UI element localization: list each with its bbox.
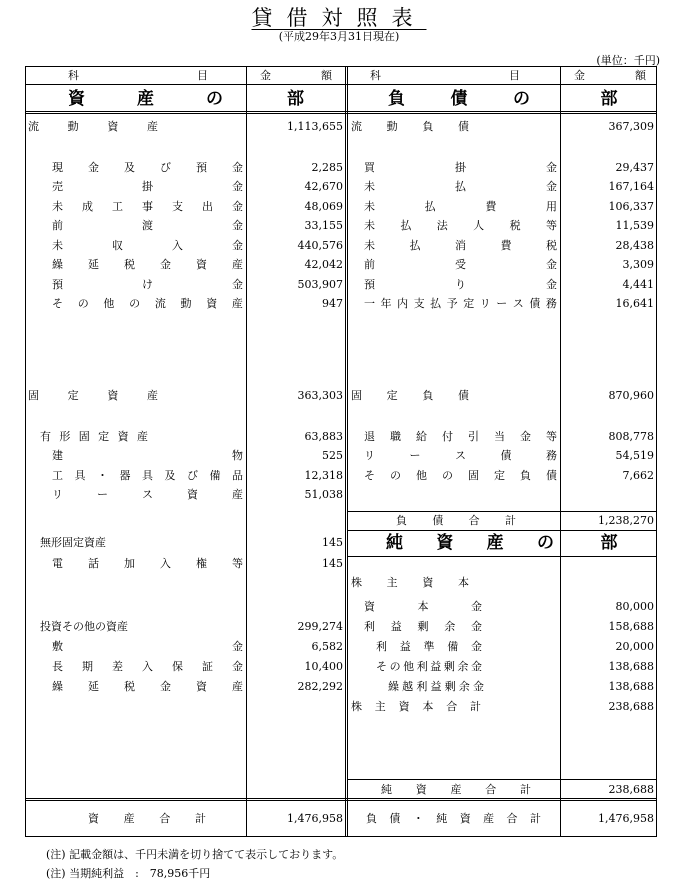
note-net-income: (注) 当期純利益 : 78,956千円 — [46, 867, 211, 880]
asset-value: 503,907 — [297, 278, 343, 291]
liability-label: 未 払 金 — [364, 180, 557, 193]
liability-label: 未 払 消 費 税 — [364, 239, 557, 252]
net-asset-value — [562, 573, 654, 593]
liability-value: 11,539 — [615, 219, 654, 232]
liability-value: 54,519 — [615, 449, 654, 462]
header-text: 科 — [68, 69, 79, 82]
liability-value: 106,337 — [608, 200, 654, 213]
asset-label: 無形固定資産 — [40, 536, 106, 549]
center-divider — [345, 67, 348, 836]
liability-label: リ ー ス 債 務 — [364, 449, 557, 462]
asset-label: 前 渡 金 — [52, 219, 243, 232]
asset-label: 未 収 入 金 — [52, 239, 243, 252]
liability-total-value: 1,238,270 — [598, 514, 654, 527]
divider — [348, 556, 656, 557]
liability-value: 167,164 — [608, 180, 654, 193]
asset-value: 145 — [322, 536, 343, 549]
net-asset-label: 利 益 準 備 金 — [376, 640, 482, 653]
asset-value: 299,274 — [297, 620, 343, 633]
document-title: 貸借対照表 — [251, 6, 427, 30]
asset-label: 工 具 ・ 器 具 及 び 備 品 — [52, 469, 243, 482]
asset-label: 現 金 及 び 預 金 — [52, 161, 243, 174]
liability-label: 退 職 給 付 引 当 金 等 — [364, 430, 557, 443]
section-char: 負 — [388, 89, 405, 109]
section-char: 産 — [486, 533, 504, 553]
section-char: 債 — [450, 89, 468, 109]
liability-label: 前 受 金 — [364, 258, 557, 271]
asset-label: 電 話 加 入 権 等 — [52, 557, 243, 570]
net-asset-label: そ の 他 利 益 剰 余 金 — [376, 660, 482, 673]
liability-label: 未 払 法 人 税 等 — [364, 219, 557, 232]
balance-sheet-table — [25, 66, 657, 837]
asset-label: そ の 他 の 流 動 資 産 — [52, 297, 243, 310]
net-asset-value: 20,000 — [615, 640, 654, 653]
asset-label: 流 動 資 産 — [28, 120, 158, 133]
asset-value: 12,318 — [304, 469, 343, 482]
liability-section-title-bu: 部 — [600, 89, 618, 109]
asset-label: 敷 金 — [52, 640, 243, 653]
net-section-title-bu: 部 — [600, 533, 618, 553]
net-total-label: 純 資 産 合 計 — [381, 783, 531, 796]
section-char: 産 — [137, 89, 154, 109]
asset-value: 1,113,655 — [287, 120, 343, 133]
asset-value: 48,069 — [304, 200, 343, 213]
net-asset-value: 138,688 — [608, 680, 654, 693]
section-char: の — [536, 533, 554, 553]
liability-section-title — [388, 87, 530, 111]
liability-total-label: 負 債 合 計 — [396, 514, 516, 527]
liability-label: 預 り 金 — [364, 278, 557, 291]
liability-value: 7,662 — [622, 469, 654, 482]
grand-total-label: 負 債 ・ 純 資 産 合 計 — [366, 812, 541, 825]
net-total-value: 238,688 — [608, 783, 654, 796]
liability-value: 28,438 — [615, 239, 654, 252]
section-char: の — [513, 89, 530, 109]
section-char: の — [206, 89, 223, 109]
liability-value: 870,960 — [608, 389, 654, 402]
net-asset-label: 資 本 金 — [364, 600, 482, 613]
asset-value: 42,042 — [304, 258, 343, 271]
net-asset-label: 利 益 剰 余 金 — [364, 620, 482, 633]
asset-value: 63,883 — [304, 430, 343, 443]
header-kingaku-right — [574, 67, 646, 85]
divider — [560, 67, 561, 836]
asset-total-label: 資 産 合 計 — [88, 812, 206, 825]
asset-value: 2,285 — [311, 161, 343, 174]
asset-label: 固 定 資 産 — [28, 389, 158, 402]
liability-value: 16,641 — [615, 297, 654, 310]
section-char: 純 — [386, 533, 403, 553]
header-text: 科 — [370, 69, 381, 82]
asset-value: 363,303 — [297, 389, 343, 402]
liability-label: 買 掛 金 — [364, 161, 557, 174]
unit-label: (単位：千円) — [596, 54, 660, 67]
asset-value: 525 — [322, 449, 343, 462]
asset-value: 33,155 — [304, 219, 343, 232]
liability-value: 29,437 — [615, 161, 654, 174]
liability-label: 流 動 負 債 — [351, 120, 469, 133]
divider — [26, 111, 656, 114]
asset-section-title-bu: 部 — [287, 89, 304, 109]
asset-section-title — [68, 87, 223, 111]
liability-value: 4,441 — [622, 278, 654, 291]
liability-value: 3,309 — [622, 258, 654, 271]
asset-label: 未 成 工 事 支 出 金 — [52, 200, 243, 213]
liability-label: 未 払 費 用 — [364, 200, 557, 213]
asset-total-value: 1,476,958 — [287, 812, 343, 825]
asset-label: 建 物 — [52, 449, 243, 462]
header-text: 額 — [635, 69, 646, 82]
net-asset-value: 80,000 — [615, 600, 654, 613]
asset-value: 6,582 — [311, 640, 343, 653]
asset-label: 繰 延 税 金 資 産 — [52, 258, 243, 271]
net-asset-value: 238,688 — [608, 700, 654, 713]
asset-value: 145 — [322, 557, 343, 570]
liability-value: 808,778 — [608, 430, 654, 443]
header-kingaku-left — [260, 67, 332, 85]
header-text: 目 — [197, 69, 208, 82]
header-kamoku-left — [68, 67, 208, 85]
section-char: 資 — [68, 89, 85, 109]
asset-label: 有 形 固 定 資 産 — [40, 430, 148, 443]
asset-label: 長 期 差 入 保 証 金 — [52, 660, 243, 673]
grand-total-value: 1,476,958 — [598, 812, 654, 825]
asset-label: 繰 延 税 金 資 産 — [52, 680, 243, 693]
asset-label: 投資その他の資産 — [40, 620, 128, 633]
asset-value: 947 — [322, 297, 343, 310]
header-text: 額 — [321, 69, 332, 82]
header-text: 金 — [574, 69, 585, 82]
net-asset-value: 138,688 — [608, 660, 654, 673]
asset-value: 440,576 — [297, 239, 343, 252]
net-section-title — [386, 531, 554, 555]
document-date: (平成29年3月31日現在) — [278, 30, 400, 43]
header-text: 目 — [509, 69, 520, 82]
asset-value: 42,670 — [304, 180, 343, 193]
liability-label: 固 定 負 債 — [351, 389, 469, 402]
net-asset-label: 株 主 資 本 合 計 — [351, 700, 481, 713]
liability-label: そ の 他 の 固 定 負 債 — [364, 469, 557, 482]
net-asset-label: 株 主 資 本 — [351, 576, 469, 589]
divider — [246, 67, 247, 836]
header-kamoku-right — [370, 67, 520, 85]
liability-value: 367,309 — [608, 120, 654, 133]
liability-label: 一 年 内 支 払 予 定 リ ー ス 債 務 — [364, 297, 557, 310]
net-asset-value: 158,688 — [608, 620, 654, 633]
asset-value: 10,400 — [304, 660, 343, 673]
section-char: 資 — [436, 533, 454, 553]
asset-value: 51,038 — [304, 488, 343, 501]
asset-label: 預 け 金 — [52, 278, 243, 291]
asset-label: 売 掛 金 — [52, 180, 243, 193]
asset-value: 282,292 — [297, 680, 343, 693]
note-rounding: (注) 記載金額は、千円未満を切り捨てて表示しております。 — [46, 848, 344, 861]
header-text: 金 — [260, 69, 271, 82]
asset-label: リ ー ス 資 産 — [52, 488, 243, 501]
net-asset-label: 繰 越 利 益 剰 余 金 — [388, 680, 484, 693]
